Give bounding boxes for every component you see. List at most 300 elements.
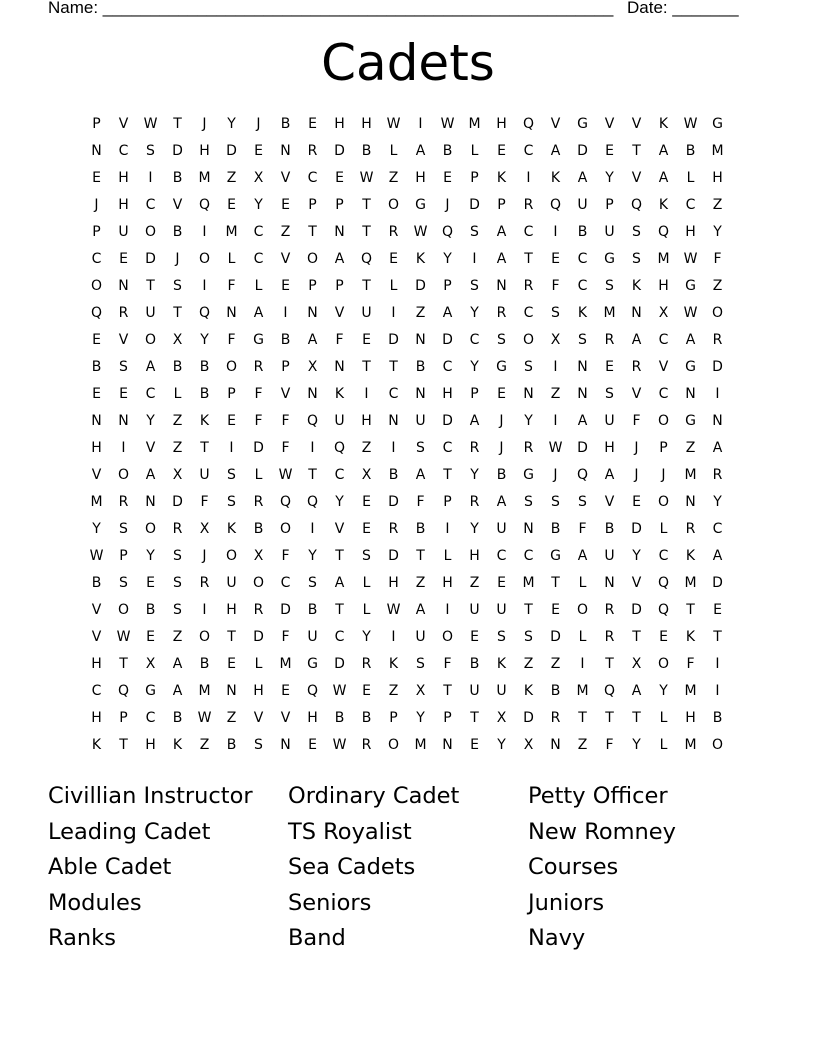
- grid-letter: C: [577, 278, 588, 294]
- grid-letter: F: [281, 548, 290, 564]
- word-list-item: Civillian Instructor: [48, 783, 253, 809]
- grid-letter: C: [658, 332, 669, 348]
- grid-letter: D: [550, 629, 561, 645]
- grid-letter: T: [632, 143, 641, 159]
- grid-letter: G: [253, 332, 264, 348]
- grid-letter: W: [386, 602, 401, 618]
- grid-letter: A: [172, 683, 183, 699]
- grid-letter: N: [280, 737, 291, 753]
- grid-letter: L: [254, 467, 263, 483]
- grid-row: [83, 489, 731, 516]
- grid-letter: U: [334, 413, 345, 429]
- grid-letter: T: [335, 548, 344, 564]
- grid-letter: N: [91, 413, 102, 429]
- grid-letter: R: [604, 629, 615, 645]
- grid-letter: X: [172, 467, 183, 483]
- grid-letter: H: [199, 143, 210, 159]
- grid-letter: N: [604, 575, 615, 591]
- grid-letter: D: [415, 278, 426, 294]
- grid-letter: V: [604, 494, 615, 510]
- grid-letter: X: [415, 683, 426, 699]
- grid-letter: U: [361, 305, 372, 321]
- grid-letter: D: [172, 143, 183, 159]
- grid-letter: A: [496, 494, 507, 510]
- grid-letter: C: [334, 629, 345, 645]
- grid-letter: T: [173, 305, 182, 321]
- grid-letter: M: [90, 494, 103, 510]
- grid-letter: C: [307, 170, 318, 186]
- grid-letter: F: [632, 413, 641, 429]
- grid-letter: I: [202, 278, 207, 294]
- grid-letter: T: [605, 710, 614, 726]
- grid-row: [83, 381, 731, 408]
- grid-letter: J: [202, 116, 207, 132]
- grid-letter: E: [281, 197, 290, 213]
- grid-letter: S: [632, 251, 641, 267]
- grid-letter: C: [388, 386, 399, 402]
- grid-letter: E: [470, 629, 479, 645]
- grid-letter: H: [442, 386, 453, 402]
- grid-letter: B: [91, 359, 102, 375]
- grid-letter: L: [389, 143, 398, 159]
- grid-letter: Z: [226, 170, 237, 186]
- grid-letter: B: [226, 737, 237, 753]
- grid-letter: Y: [470, 521, 479, 537]
- grid-letter: E: [254, 143, 263, 159]
- grid-letter: B: [334, 710, 345, 726]
- grid-letter: F: [254, 386, 263, 402]
- grid-letter: R: [253, 359, 264, 375]
- grid-letter: G: [307, 656, 318, 672]
- grid-letter: Q: [306, 683, 319, 699]
- grid-letter: F: [335, 332, 344, 348]
- grid-letter: Z: [388, 170, 399, 186]
- grid-letter: I: [391, 629, 396, 645]
- grid-letter: T: [605, 656, 614, 672]
- grid-letter: V: [631, 575, 642, 591]
- grid-letter: K: [577, 305, 588, 321]
- grid-letter: G: [712, 116, 723, 132]
- grid-letter: K: [226, 521, 237, 537]
- grid-letter: H: [91, 440, 102, 456]
- grid-letter: D: [280, 602, 291, 618]
- grid-letter: U: [604, 413, 615, 429]
- grid-letter: S: [173, 278, 182, 294]
- grid-letter: S: [119, 575, 128, 591]
- grid-letter: N: [577, 386, 588, 402]
- grid-row: [83, 246, 731, 273]
- grid-letter: C: [145, 710, 156, 726]
- grid-letter: D: [334, 656, 345, 672]
- grid-letter: T: [119, 656, 128, 672]
- grid-letter: R: [523, 278, 534, 294]
- grid-letter: X: [361, 467, 372, 483]
- grid-letter: D: [388, 332, 399, 348]
- grid-letter: I: [148, 170, 153, 186]
- grid-letter: K: [631, 278, 642, 294]
- grid-letter: T: [713, 629, 722, 645]
- grid-letter: F: [227, 332, 236, 348]
- grid-letter: D: [712, 359, 723, 375]
- grid-letter: P: [308, 197, 317, 213]
- grid-letter: U: [307, 629, 318, 645]
- grid-letter: E: [389, 251, 398, 267]
- grid-letter: Y: [713, 494, 722, 510]
- grid-letter: I: [445, 521, 450, 537]
- grid-letter: Y: [713, 224, 722, 240]
- grid-letter: Z: [415, 575, 426, 591]
- grid-letter: B: [361, 143, 372, 159]
- grid-letter: B: [145, 602, 156, 618]
- grid-letter: I: [310, 521, 315, 537]
- grid-row: [83, 354, 731, 381]
- grid-letter: U: [415, 413, 426, 429]
- grid-row: [83, 624, 731, 651]
- grid-letter: D: [631, 602, 642, 618]
- grid-letter: C: [91, 683, 102, 699]
- grid-letter: G: [604, 251, 615, 267]
- grid-letter: J: [661, 467, 666, 483]
- word-list-item: Modules: [48, 889, 142, 916]
- grid-row: [83, 111, 731, 138]
- grid-letter: W: [683, 116, 698, 132]
- grid-letter: F: [416, 494, 425, 510]
- grid-letter: Y: [470, 467, 479, 483]
- grid-letter: Z: [577, 737, 588, 753]
- grid-letter: N: [307, 305, 318, 321]
- grid-letter: G: [523, 467, 534, 483]
- grid-letter: N: [685, 494, 696, 510]
- grid-letter: P: [470, 170, 479, 186]
- grid-letter: I: [202, 224, 207, 240]
- grid-letter: X: [550, 332, 561, 348]
- grid-letter: N: [496, 278, 507, 294]
- grid-letter: S: [173, 575, 182, 591]
- grid-letter: E: [497, 575, 506, 591]
- grid-letter: J: [499, 413, 504, 429]
- grid-letter: V: [631, 386, 642, 402]
- grid-row: [83, 678, 731, 705]
- grid-letter: T: [362, 224, 371, 240]
- grid-letter: E: [335, 170, 344, 186]
- grid-letter: O: [522, 332, 535, 348]
- grid-row: [83, 219, 731, 246]
- grid-letter: Z: [172, 629, 183, 645]
- grid-letter: X: [199, 521, 210, 537]
- grid-letter: N: [442, 737, 453, 753]
- grid-letter: P: [119, 710, 128, 726]
- grid-letter: L: [362, 602, 371, 618]
- word-list-item: New Romney: [528, 818, 676, 845]
- grid-letter: B: [280, 332, 291, 348]
- grid-letter: J: [175, 251, 180, 267]
- grid-letter: A: [712, 440, 723, 456]
- grid-letter: P: [470, 386, 479, 402]
- word-list-item: Petty Officer: [528, 783, 668, 809]
- grid-letter: L: [173, 386, 182, 402]
- grid-letter: X: [172, 332, 183, 348]
- grid-letter: Q: [657, 602, 670, 618]
- grid-letter: I: [202, 602, 207, 618]
- grid-letter: T: [524, 602, 533, 618]
- grid-letter: B: [496, 467, 507, 483]
- grid-letter: N: [415, 386, 426, 402]
- grid-letter: E: [632, 494, 641, 510]
- grid-letter: U: [577, 197, 588, 213]
- grid-letter: V: [280, 386, 291, 402]
- grid-row: [83, 705, 731, 732]
- grid-letter: S: [254, 737, 263, 753]
- grid-row: [83, 192, 731, 219]
- grid-letter: Y: [200, 332, 209, 348]
- grid-letter: I: [715, 386, 720, 402]
- grid-letter: I: [580, 656, 585, 672]
- grid-letter: W: [89, 548, 104, 564]
- grid-letter: I: [310, 440, 315, 456]
- grid-row: [83, 570, 731, 597]
- grid-letter: I: [553, 413, 558, 429]
- grid-letter: M: [468, 116, 481, 132]
- grid-letter: O: [657, 494, 670, 510]
- grid-letter: X: [658, 305, 669, 321]
- grid-letter: Y: [470, 359, 479, 375]
- grid-letter: L: [686, 170, 695, 186]
- grid-letter: T: [632, 629, 641, 645]
- grid-letter: S: [551, 305, 560, 321]
- grid-letter: I: [391, 305, 396, 321]
- grid-letter: R: [523, 197, 534, 213]
- grid-letter: H: [685, 224, 696, 240]
- grid-letter: A: [496, 224, 507, 240]
- word-list-item: Courses: [528, 854, 619, 880]
- grid-letter: S: [119, 359, 128, 375]
- grid-letter: R: [388, 224, 399, 240]
- grid-letter: B: [361, 710, 372, 726]
- grid-letter: H: [604, 440, 615, 456]
- grid-letter: E: [443, 170, 452, 186]
- grid-letter: B: [550, 683, 561, 699]
- grid-letter: S: [497, 629, 506, 645]
- worksheet-header: [48, 0, 748, 20]
- grid-letter: A: [145, 467, 156, 483]
- grid-letter: F: [443, 656, 452, 672]
- grid-letter: H: [712, 170, 723, 186]
- grid-letter: A: [496, 251, 507, 267]
- grid-letter: Q: [306, 494, 319, 510]
- grid-letter: L: [470, 143, 479, 159]
- grid-letter: Q: [117, 683, 130, 699]
- grid-letter: J: [202, 548, 207, 564]
- grid-letter: B: [91, 575, 102, 591]
- grid-letter: P: [443, 278, 452, 294]
- grid-letter: E: [497, 143, 506, 159]
- grid-letter: R: [712, 467, 723, 483]
- grid-letter: R: [631, 359, 642, 375]
- grid-letter: O: [117, 602, 130, 618]
- grid-row: [83, 165, 731, 192]
- grid-letter: R: [118, 305, 129, 321]
- grid-letter: R: [604, 332, 615, 348]
- grid-letter: X: [631, 656, 642, 672]
- grid-letter: E: [470, 737, 479, 753]
- grid-letter: F: [281, 440, 290, 456]
- word-list-item: Leading Cadet: [48, 818, 211, 845]
- grid-letter: O: [306, 251, 319, 267]
- grid-letter: A: [307, 332, 318, 348]
- grid-letter: S: [470, 278, 479, 294]
- grid-letter: T: [362, 359, 371, 375]
- grid-letter: R: [496, 305, 507, 321]
- grid-letter: C: [334, 467, 345, 483]
- grid-letter: B: [172, 359, 183, 375]
- grid-letter: X: [307, 359, 318, 375]
- grid-letter: U: [496, 602, 507, 618]
- grid-letter: B: [712, 710, 723, 726]
- grid-letter: S: [416, 440, 425, 456]
- grid-letter: C: [577, 251, 588, 267]
- grid-letter: C: [145, 386, 156, 402]
- grid-letter: E: [362, 494, 371, 510]
- grid-letter: O: [657, 413, 670, 429]
- grid-letter: N: [226, 683, 237, 699]
- grid-letter: V: [253, 710, 264, 726]
- grid-letter: U: [604, 224, 615, 240]
- grid-letter: U: [199, 467, 210, 483]
- grid-letter: Z: [550, 656, 561, 672]
- grid-letter: Y: [146, 413, 155, 429]
- grid-letter: J: [256, 116, 261, 132]
- grid-letter: C: [253, 224, 264, 240]
- grid-letter: Y: [470, 305, 479, 321]
- grid-letter: J: [634, 440, 639, 456]
- grid-letter: F: [578, 521, 587, 537]
- grid-letter: W: [197, 710, 212, 726]
- grid-letter: K: [172, 737, 183, 753]
- grid-letter: E: [146, 575, 155, 591]
- grid-letter: V: [91, 629, 102, 645]
- grid-letter: Y: [659, 683, 668, 699]
- grid-letter: B: [577, 224, 588, 240]
- grid-letter: N: [334, 224, 345, 240]
- grid-letter: Z: [685, 440, 696, 456]
- grid-letter: X: [496, 710, 507, 726]
- word-list-item: Navy: [528, 925, 586, 951]
- grid-letter: K: [685, 548, 696, 564]
- grid-letter: B: [550, 521, 561, 537]
- grid-letter: H: [91, 656, 102, 672]
- grid-letter: E: [92, 170, 101, 186]
- grid-letter: A: [253, 305, 264, 321]
- grid-letter: Z: [415, 305, 426, 321]
- grid-letter: P: [308, 278, 317, 294]
- grid-row: [83, 408, 731, 435]
- grid-letter: R: [469, 440, 480, 456]
- grid-letter: M: [414, 737, 427, 753]
- grid-letter: B: [604, 521, 615, 537]
- grid-letter: Y: [146, 548, 155, 564]
- grid-letter: H: [226, 602, 237, 618]
- grid-letter: Q: [306, 413, 319, 429]
- grid-letter: Z: [523, 656, 534, 672]
- grid-letter: E: [281, 278, 290, 294]
- grid-letter: Z: [550, 386, 561, 402]
- grid-letter: E: [308, 737, 317, 753]
- grid-letter: V: [172, 197, 183, 213]
- grid-letter: S: [578, 494, 587, 510]
- grid-letter: W: [548, 440, 563, 456]
- grid-letter: Y: [443, 251, 452, 267]
- grid-letter: R: [469, 494, 480, 510]
- grid-letter: T: [335, 602, 344, 618]
- grid-letter: S: [119, 521, 128, 537]
- grid-letter: Z: [172, 440, 183, 456]
- grid-letter: D: [577, 440, 588, 456]
- word-list-item: TS Royalist: [288, 818, 412, 845]
- grid-letter: F: [200, 494, 209, 510]
- grid-letter: T: [470, 710, 479, 726]
- word-list-item: Band: [288, 925, 346, 951]
- grid-letter: Q: [522, 116, 535, 132]
- grid-letter: B: [172, 224, 183, 240]
- grid-letter: T: [308, 467, 317, 483]
- grid-letter: R: [604, 602, 615, 618]
- grid-letter: Y: [362, 629, 371, 645]
- grid-letter: H: [361, 116, 372, 132]
- grid-letter: A: [415, 602, 426, 618]
- grid-letter: S: [632, 224, 641, 240]
- grid-letter: E: [497, 386, 506, 402]
- grid-letter: H: [334, 116, 345, 132]
- grid-letter: S: [173, 602, 182, 618]
- grid-letter: G: [496, 359, 507, 375]
- grid-letter: O: [387, 197, 400, 213]
- grid-letter: O: [198, 629, 211, 645]
- grid-letter: D: [388, 494, 399, 510]
- grid-letter: W: [278, 467, 293, 483]
- grid-letter: A: [658, 143, 669, 159]
- grid-letter: B: [388, 467, 399, 483]
- grid-letter: P: [119, 548, 128, 564]
- grid-letter: N: [226, 305, 237, 321]
- grid-letter: V: [334, 305, 345, 321]
- date-field: Date: _______: [627, 0, 739, 17]
- grid-letter: H: [685, 710, 696, 726]
- grid-letter: A: [334, 575, 345, 591]
- grid-letter: X: [145, 656, 156, 672]
- grid-letter: T: [200, 440, 209, 456]
- grid-letter: Q: [549, 197, 562, 213]
- grid-letter: H: [415, 170, 426, 186]
- grid-letter: I: [121, 440, 126, 456]
- grid-letter: S: [416, 656, 425, 672]
- grid-letter: E: [92, 332, 101, 348]
- grid-letter: U: [469, 602, 480, 618]
- grid-letter: L: [254, 278, 263, 294]
- grid-letter: B: [415, 521, 426, 537]
- grid-letter: C: [253, 251, 264, 267]
- grid-letter: U: [226, 575, 237, 591]
- grid-letter: S: [551, 494, 560, 510]
- grid-letter: C: [469, 332, 480, 348]
- grid-letter: D: [334, 143, 345, 159]
- grid-letter: C: [496, 548, 507, 564]
- grid-letter: V: [631, 116, 642, 132]
- grid-letter: Q: [576, 467, 589, 483]
- grid-letter: N: [118, 413, 129, 429]
- grid-letter: K: [658, 116, 669, 132]
- grid-letter: P: [227, 386, 236, 402]
- grid-letter: M: [198, 683, 211, 699]
